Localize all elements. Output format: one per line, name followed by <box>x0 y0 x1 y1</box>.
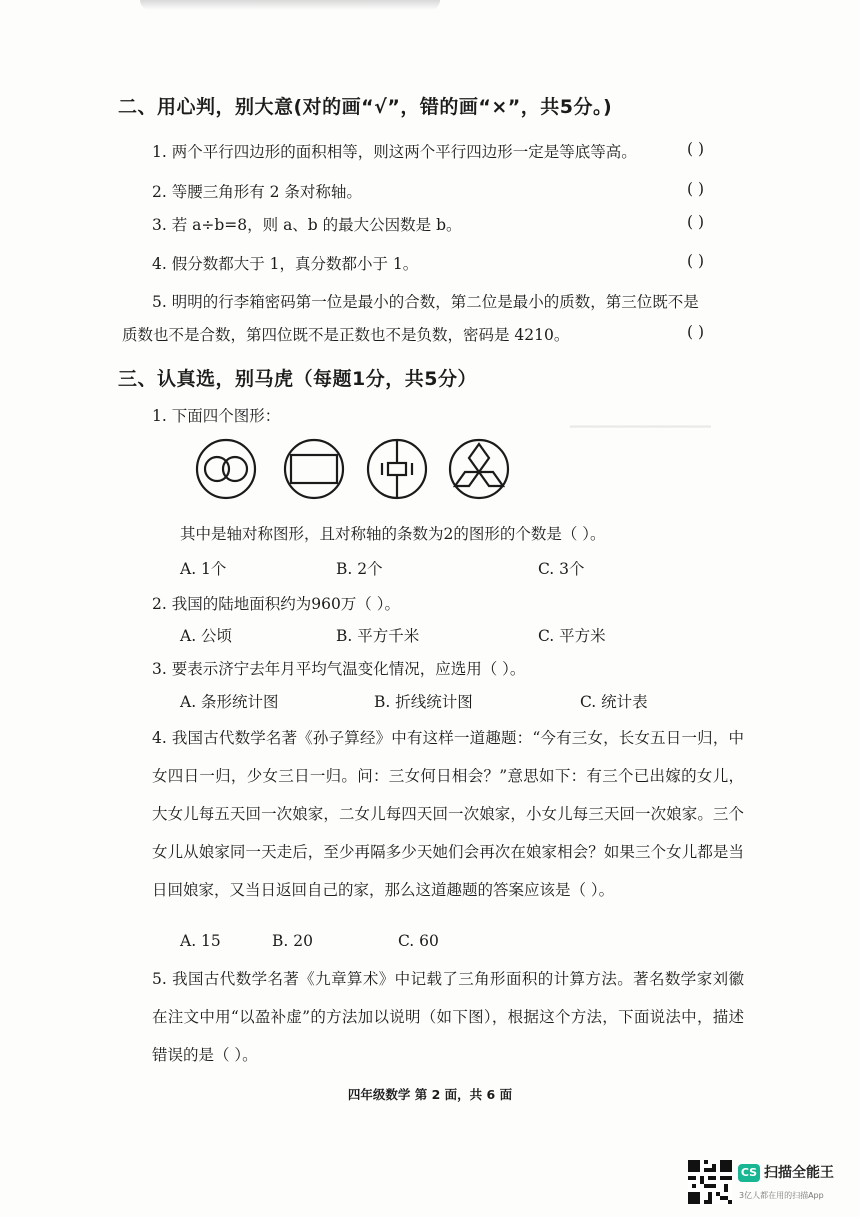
camscanner-logo: CS <box>738 1164 760 1182</box>
judge-item-5-line2: 质数也不是合数，第四位既不是正数也不是负数，密码是 4210。 <box>122 326 570 344</box>
q4-option-b[interactable]: B. 20 <box>272 932 313 950</box>
judge-item-2: 2. 等腰三角形有 2 条对称轴。 <box>152 183 362 201</box>
answer-blank-4[interactable]: ( ) <box>687 252 705 270</box>
camscanner-tagline: 3亿人都在用的扫描App <box>739 1191 824 1200</box>
figure-circle-cross-square <box>368 440 426 498</box>
judge-item-5-line1: 5. 明明的行李箱密码第一位是最小的合数，第二位是最小的质数，第三位既不是 <box>152 293 699 311</box>
answer-blank-1[interactable]: ( ) <box>687 140 705 158</box>
q4-option-a[interactable]: A. 15 <box>180 932 221 950</box>
bleed-through-text: ━━━━━━━━━━━━━━━━━━ <box>570 420 711 435</box>
figure-circle-rectangle <box>285 440 343 498</box>
answer-blank-5[interactable]: ( ) <box>687 323 705 341</box>
answer-blank-2[interactable]: ( ) <box>687 180 705 198</box>
figure-circle-two-circles <box>197 440 255 498</box>
q3-option-a[interactable]: A. 条形统计图 <box>180 693 279 711</box>
answer-blank-3[interactable]: ( ) <box>687 213 705 231</box>
figure-circle-three-rhombi <box>450 440 508 498</box>
four-figures <box>195 438 515 500</box>
q2-option-b[interactable]: B. 平方千米 <box>336 627 420 645</box>
q1-option-a[interactable]: A. 1个 <box>180 560 227 578</box>
q2-option-c[interactable]: C. 平方米 <box>538 627 606 645</box>
judge-item-4: 4. 假分数都大于 1，真分数都小于 1。 <box>152 255 419 273</box>
q3-option-b[interactable]: B. 折线统计图 <box>374 693 473 711</box>
q1-option-c[interactable]: C. 3个 <box>538 560 585 578</box>
qr-code-icon <box>688 1160 732 1204</box>
choice-q1-stem: 1. 下面四个图形： <box>152 407 281 425</box>
choice-q2-stem: 2. 我国的陆地面积约为960万（ ）。 <box>152 595 400 613</box>
q4-option-c[interactable]: C. 60 <box>398 932 439 950</box>
choice-q4-stem: 4. 我国古代数学名著《孙子算经》中有这样一道趣题：“今有三女，长女五日一归，中女四日一归，少女三日一归。问：三女何日相会？”意思如下：有三个已出嫁的女儿，大女儿每五天回一次娘家，二女儿每四天回一次娘家，小女儿每三天回一次娘家。三个女儿从娘家同一天走后，至少再隔多少天她们会再次在娘家相会？如果三个女儿都是当日回娘家，又当日返回自己的家，那么这道趣题的答案应该是（ ）。 <box>152 729 744 899</box>
choice-q5-stem: 5. 我国古代数学名著《九章算术》中记载了三角形面积的计算方法。著名数学家刘徽在注文中用“以盈补虚”的方法加以说明（如下图），根据这个方法，下面说法中，描述错误的是（ ）。 <box>152 970 744 1064</box>
section3-title: 三、认真选，别马虎（每题1分，共5分） <box>118 368 477 390</box>
judge-item-1: 1. 两个平行四边形的面积相等，则这两个平行四边形一定是等底等高。 <box>152 143 637 161</box>
section2-title: 二、用心判，别大意(对的画“√”，错的画“×”，共5分。) <box>118 96 613 118</box>
page-edge-shadow <box>140 0 440 10</box>
page-footer: 四年级数学 第 2 面，共 6 面 <box>347 1087 513 1102</box>
q3-option-c[interactable]: C. 统计表 <box>580 693 648 711</box>
choice-q1-question: 其中是轴对称图形，且对称轴的条数为2的图形的个数是（ ）。 <box>180 525 606 543</box>
choice-q3-stem: 3. 要表示济宁去年月平均气温变化情况，应选用（ ）。 <box>152 660 526 678</box>
q1-option-b[interactable]: B. 2个 <box>336 560 383 578</box>
camscanner-brand: 扫描全能王 <box>764 1165 834 1181</box>
q2-option-a[interactable]: A. 公顷 <box>180 627 233 645</box>
judge-item-3: 3. 若 a÷b=8，则 a、b 的最大公因数是 b。 <box>152 216 462 234</box>
